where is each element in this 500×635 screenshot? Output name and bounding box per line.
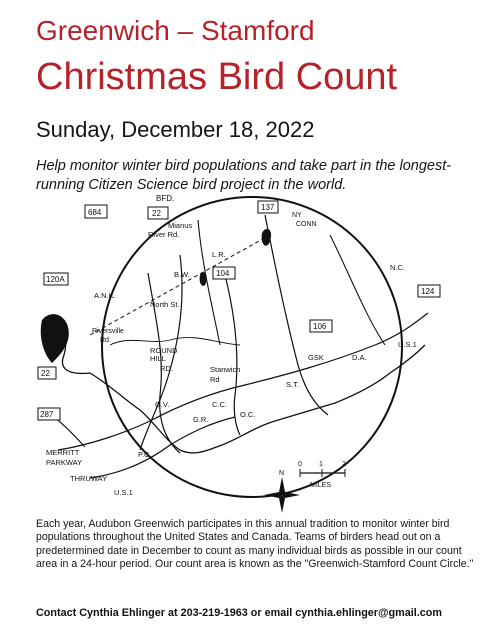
- label-137: 137: [261, 203, 275, 212]
- road-stream: [110, 338, 240, 345]
- label-us1-right: U.S.1: [398, 340, 417, 349]
- svg-text:0: 0: [298, 461, 302, 468]
- svg-text:MILES: MILES: [310, 482, 332, 489]
- label-merritt: MERRITT: [46, 448, 80, 457]
- label-106: 106: [313, 322, 327, 331]
- event-date: Sunday, December 18, 2022: [36, 117, 315, 142]
- label-gsk: GSK: [308, 353, 324, 362]
- label-nc: N.C.: [390, 263, 405, 272]
- count-circle-map: [30, 195, 475, 515]
- svg-text:2: 2: [342, 461, 346, 468]
- label-mianus: Mianus: [168, 221, 193, 230]
- label-287: 287: [40, 410, 54, 419]
- title-line-2: Christmas Bird Count: [36, 56, 398, 98]
- label-bfd: BFD.: [156, 195, 175, 203]
- label-conn: CONN: [296, 221, 317, 228]
- label-104: 104: [216, 269, 230, 278]
- label-124: 124: [421, 287, 435, 296]
- label-riversville: Riversville: [92, 328, 124, 335]
- label-cc: C.C.: [212, 400, 227, 409]
- svg-text:1: 1: [319, 461, 323, 468]
- label-round: ROUND: [150, 346, 178, 355]
- scale-bar: [298, 461, 346, 489]
- label-thruway: THRUWAY: [70, 474, 108, 483]
- label-rd: Rd.: [100, 337, 111, 344]
- water-left: [41, 314, 69, 363]
- label-parkway: PARKWAY: [46, 458, 83, 467]
- label-stanwich: Stanwich: [210, 365, 241, 374]
- label-gv: G.V.: [155, 400, 170, 409]
- label-north-st: North St.: [150, 300, 180, 309]
- title-line-1: Greenwich – Stamford: [36, 15, 315, 46]
- label-oc: O.C.: [240, 410, 256, 419]
- label-684: 684: [88, 208, 102, 217]
- label-rd3: Rd: [210, 375, 220, 384]
- label-pc: P.C.: [138, 450, 152, 459]
- label-gr: G.R.: [193, 415, 209, 424]
- label-rd2: RD.: [160, 364, 173, 373]
- description-paragraph: Each year, Audubon Greenwich participates in this annual tradition to monitor winter bird populations throughout the United States and Canada. Teams of birders head out on a predetermined date in December to count as many individual birds as possible in our count area in a 24-hour period. Our count area is known as the "Greenwich-Stamford Count Circle.": [36, 518, 474, 570]
- label-river-rd: River Rd.: [148, 230, 180, 239]
- label-ny: NY: [292, 212, 302, 219]
- label-hill: HILL: [150, 354, 166, 363]
- label-lr: L.R.: [212, 250, 226, 259]
- label-ank: A.N.K.: [94, 291, 116, 300]
- road-stanwich: [225, 275, 240, 435]
- label-120a: 120A: [46, 275, 65, 284]
- label-st: S.T.: [286, 380, 299, 389]
- svg-text:N: N: [279, 470, 285, 477]
- contact-line: Contact Cynthia Ehlinger at 203-219-1963 or email cynthia.ehlinger@gmail.com: [36, 607, 442, 619]
- label-22-left: 22: [41, 369, 50, 378]
- label-da: D.A.: [352, 353, 367, 362]
- label-22-top: 22: [152, 209, 161, 218]
- tagline: Help monitor winter bird populations and take part in the longest-running Citizen Science bird project in the world.: [36, 158, 452, 193]
- label-bw: B.W.: [174, 270, 190, 279]
- label-us1-bottom: U.S.1: [114, 488, 133, 497]
- road-east: [330, 235, 385, 345]
